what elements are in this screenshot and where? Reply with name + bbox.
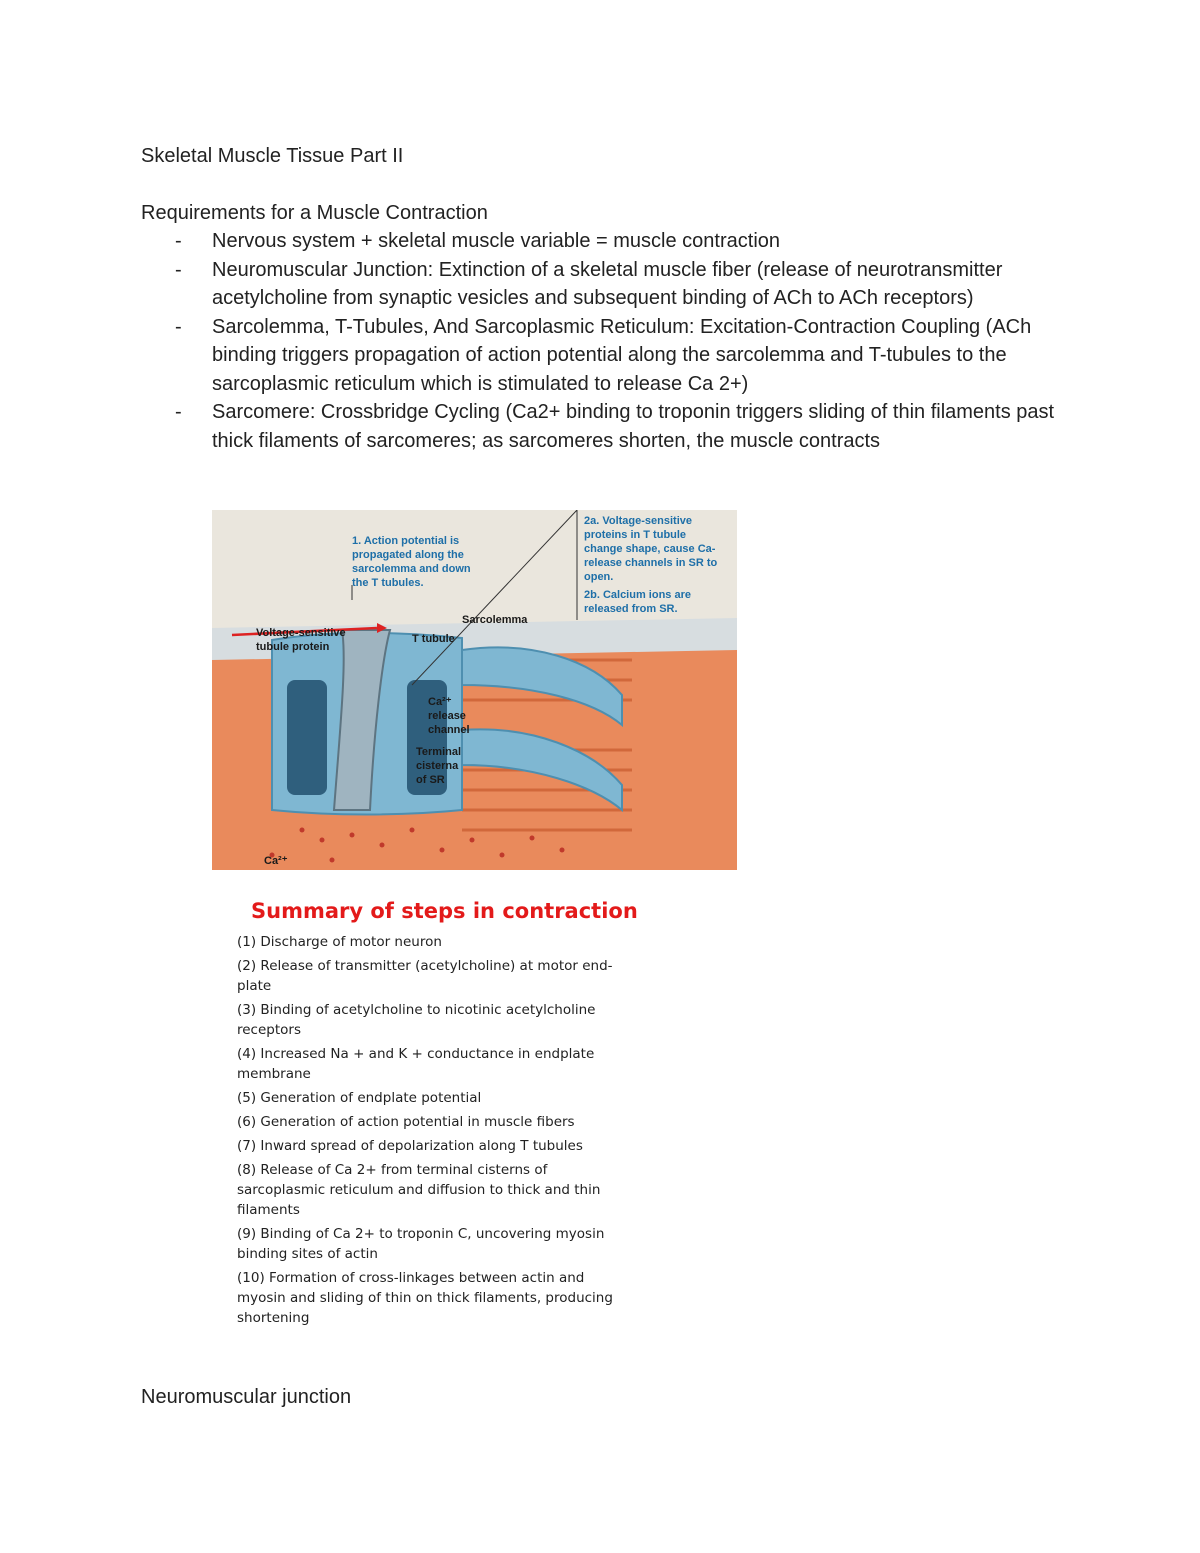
label-voltage-protein: Voltage-sensitive tubule protein	[256, 627, 346, 653]
list-item: (1) Discharge of motor neuron	[237, 934, 442, 950]
list-item-text: Sarcomere: Crossbridge Cycling (Ca2+ binding to troponin triggers sliding of thin filaments past thick filaments of sarcomeres; as sarcomeres shorten, the muscle contracts	[212, 401, 1055, 452]
list-item: (9) Binding of Ca 2+ to troponin C, uncovering myosin binding sites of actin	[237, 1226, 605, 1262]
page-title: Skeletal Muscle Tissue Part II	[141, 145, 404, 167]
summary-steps-list	[237, 932, 657, 1328]
label-release-channel: Ca²⁺ release channel	[428, 696, 470, 736]
summary-steps-image	[237, 896, 657, 1332]
list-item: (6) Generation of action potential in muscle fibers	[237, 1114, 575, 1130]
neuromuscular-junction-heading: Neuromuscular junction	[141, 1386, 352, 1408]
label-calcium: Ca²⁺	[264, 855, 288, 867]
callout-voltage-sensitive: 2a. Voltage-sensitive proteins in T tubule change shape, cause Ca- release channels in SR to open.	[584, 515, 718, 583]
callout-calcium-released: 2b. Calcium ions are released from SR.	[584, 589, 691, 615]
bullet-dash: -	[175, 401, 182, 423]
summary-title: Summary of steps in contraction	[251, 899, 638, 923]
list-item: (5) Generation of endplate potential	[237, 1090, 482, 1106]
callout-action-potential: 1. Action potential is propagated along the sarcolemma and down the T tubules.	[352, 535, 471, 589]
list-item: (4) Increased Na + and K + conductance in endplate membrane	[237, 1046, 595, 1082]
list-item-text: Sarcolemma, T-Tubules, And Sarcoplasmic Reticulum: Excitation-Contraction Coupling (ACh binding triggers propagation of action potential along the sarcolemma and T-tubules to the sarcoplasmic reticulum which is stimulated to release Ca 2+)	[212, 315, 1032, 395]
label-sarcolemma: Sarcolemma	[462, 614, 528, 626]
bullet-dash: -	[175, 315, 182, 338]
requirements-heading: Requirements for a Muscle Contraction	[141, 202, 488, 224]
requirements-list	[141, 227, 1061, 455]
list-item: (2) Release of transmitter (acetylcholine) at motor end-plate	[237, 958, 613, 994]
list-item	[141, 398, 1061, 455]
label-t-tubule: T tubule	[412, 633, 455, 645]
list-item	[141, 256, 1061, 313]
list-item: (7) Inward spread of depolarization along T tubules	[237, 1138, 583, 1154]
list-item	[141, 227, 1061, 256]
bullet-dash: -	[175, 230, 182, 252]
figure-illustration	[212, 510, 737, 870]
label-terminal-cisterna: Terminal cisterna of SR	[416, 746, 462, 786]
list-item: (8) Release of Ca 2+ from terminal cisterns of sarcoplasmic reticulum and diffusion to thick and thin filaments	[237, 1162, 601, 1218]
list-item: (10) Formation of cross-linkages between actin and myosin and sliding of thin on thick filaments, producing shortening	[237, 1270, 613, 1326]
list-item-text: Neuromuscular Junction: Extinction of a skeletal muscle fiber (release of neurotransmitter acetylcholine from synaptic vesicles and subsequent binding of ACh to ACh receptors)	[212, 258, 1003, 309]
list-item-text: Nervous system + skeletal muscle variable = muscle contraction	[212, 230, 781, 252]
bullet-dash: -	[175, 258, 182, 281]
sr-cavity-left	[287, 680, 327, 795]
excitation-contraction-figure	[212, 510, 737, 870]
list-item	[141, 313, 1061, 399]
list-item: (3) Binding of acetylcholine to nicotinic acetylcholine receptors	[237, 1002, 596, 1038]
